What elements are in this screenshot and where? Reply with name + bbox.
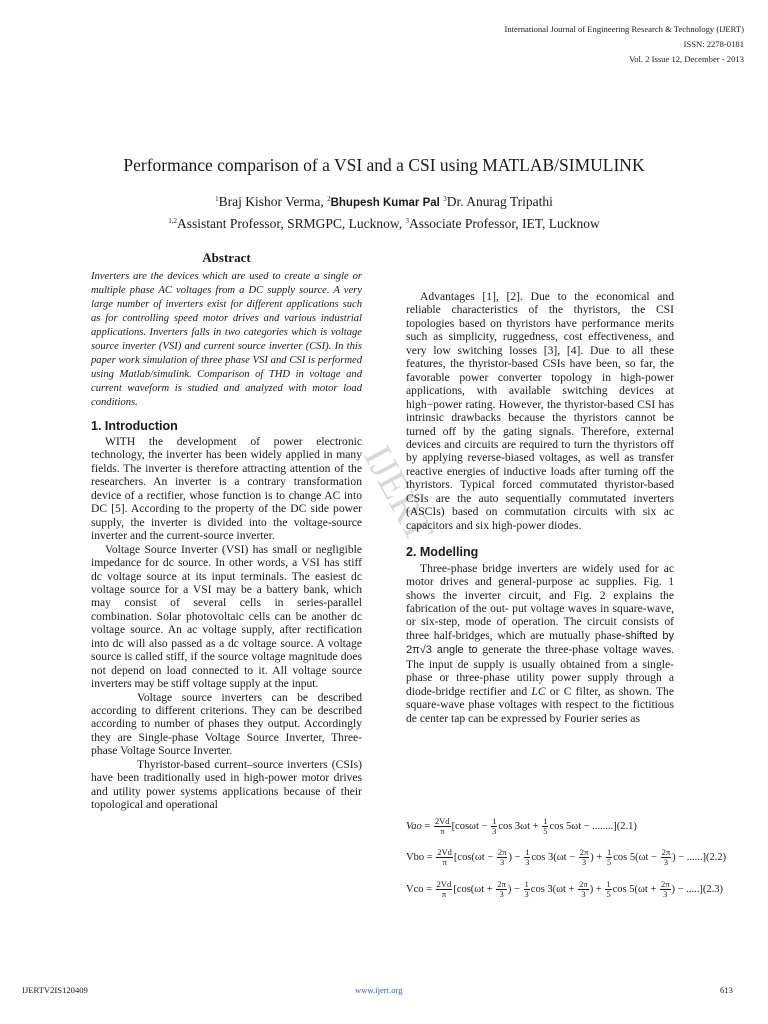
eq-numerator: 2π [579,847,589,857]
eq-term: cos 3(ωt − [531,851,576,863]
eq-denominator: 3 [525,857,530,867]
website-link[interactable]: www.ijert.org [355,985,403,995]
eq-fraction [496,880,507,899]
intro-paragraph: WITH the development of power electronic technology, the inverter has been widely applied in many fields. The inverter is therefore attracting attention of the researchers. An inverter is a contrary transformation device of a rectifier, whose function is to change AC into DC [5]. According to the property of the DC side power supply, the inverter is divided into the voltage-source inverter and the current-source inverter. [91,434,362,543]
eq-sign: = [426,883,433,895]
paper-id: IJERTV2IS120409 [22,985,88,995]
modelling-text: or C filter, as shown. The square-wave phase voltages with respect to the fictitious de center tap can be expressed by Fourier series as [406,684,674,725]
eq-lhs: Vao [406,820,422,832]
volume-issue: Vol. 2 Issue 12, December - 2013 [629,54,744,64]
affiliation-1: Assistant Professor, SRMGPC, Lucknow, [176,216,406,231]
eq-fraction [605,880,611,899]
right-column [406,290,674,725]
paper-title: Performance comparison of a VSI and a CSI using MATLAB/SIMULINK [123,155,645,175]
eq-term: ) + [590,851,603,863]
body-paragraph: Advantages [1], [2]. Due to the economical and reliable characteristics of the thyristors, the CSI topologies based on thyristors have performance merits such as simplicity, ruggedness, cost effectiveness, and very low switching losses [3], [4]. Due to all these features, the thyristor-based CSIs have been, so far, the favorable power converter topology in high-power applications, with available switching devices at high−power rating. However, the thyristor-based CSI has intrinsic drawbacks because the thyristors cannot be turned off by the gating signals. Therefore, external devices and circuits are required to turn the thyristors off by applying reverse-biased voltages, as well as transfer reactive energies of inductive loads after turning off the thyristors. Typical forced commutated thyristor-based CSIs are the auto sequentially commutated inverters (ASCIs) based on commutation circuits with six ac capacitors and six high-power diodes. [406,290,674,532]
eq-numerator: 2π [579,879,588,889]
intro-paragraph: Voltage source inverters can be described according to different criterions. They can be described according to number of phases they output. Accordingly they are Single-phase Voltage Source Inverter, Three-phase Voltage Source Inverter. [91,690,362,758]
left-column [91,251,362,812]
eq-sign: = [426,851,433,863]
journal-name: International Journal of Engineering Research & Technology (IJERT) [504,24,744,34]
eq-fraction [434,817,451,836]
author-3: Dr. Anurag Tripathi [446,194,553,209]
section-heading-introduction: 1. Introduction [91,418,178,433]
eq-denominator: 3 [492,826,497,836]
eq-denominator: π [441,889,447,899]
eq-fraction [497,848,508,867]
author-sup: 3 [443,195,447,203]
affiliations [0,212,768,233]
page-number: 613 [720,985,733,995]
abstract-heading: Abstract [202,250,251,265]
eq-numerator: 2π [661,847,671,857]
eq-denominator: 3 [663,889,668,899]
eq-numerator: 2π [497,879,506,889]
eq-term: cos 5(ωt + [612,883,657,895]
author-2: Bhupesh Kumar Pal [330,197,440,209]
eq-term: ) − [507,883,520,895]
eq-fraction [491,817,497,836]
eq-term: ) + [589,883,602,895]
section-heading-modelling: 2. Modelling [406,545,479,560]
intro-paragraph: Voltage Source Inverter (VSI) has small or negligible impedance for dc source. In other words, a VSI has stiff dc voltage source at its input terminals. The easiest dc voltage source for a VSI may be a battery bank, which may consist of several cells in series-parallel combination. Solar photovoltaic cells can be another dc voltage source. An ac voltage supply, after rectification into dc will also passed as a dc voltage source. A voltage source is called stiff, if the source voltage magnitude does not depend on load connected to it. All voltage source inverters may be stiff voltage supply at the input. [91,542,362,691]
journal-header [504,22,744,67]
modelling-text-inline: shifted by 2π√3 angle to [406,629,674,657]
eq-fraction [436,848,453,867]
eq-term: cos 5(ωt − [613,851,657,863]
modelling-text: Three-phase bridge inverters are widely used for ac motor drives and general-purpose ac supplies. Fig. 1 shows the inverter circuit, and Fig. 2 explains the fabrication of the out- put voltage waves in square-wave, or six-step, mode of operation. The circuit consists of three half-bridges, which are mutually phase- [406,561,674,642]
eq-denominator: 3 [524,889,529,899]
eq-fraction [524,848,530,867]
eq-numerator: 1 [492,816,497,826]
eq-term: [cos(ωt − [453,851,494,863]
eq-numerator: 2π [661,879,670,889]
eq-fraction [524,880,530,899]
issn: ISSN: 2278-0181 [683,39,744,49]
watermark: IJERT [355,437,443,550]
eq-term: ) − ......](2.2) [672,851,727,863]
eq-numerator: 2Vd [436,879,452,889]
affiliation-2: Associate Professor, IET, Lucknow [408,216,600,231]
eq-fraction [660,880,671,899]
author-sup: 1 [215,195,219,203]
eq-term: cos 5ωt − ........](2.1) [549,820,637,832]
eq-sign: = [424,820,431,832]
author-block [0,190,768,233]
eq-numerator: 2π [497,847,507,857]
equation-2-3 [406,880,723,899]
eq-term: [cos(ωt + [453,883,493,895]
eq-lhs: Vco [406,883,424,895]
aff-sup: 3 [405,217,409,225]
modelling-text: generate the three-phase voltage waves. The input de supply is usually obtained from a single-phase or three-phase utility power supply through a diode-bridge rectifier and [406,643,675,698]
eq-fraction [436,880,453,899]
intro-paragraph: Thyristor-based current–source inverters (CSIs) have been traditionally used in high-power motor drives and utility power systems applications because of their topological and operational [91,757,362,812]
eq-numerator: 1 [543,816,548,826]
eq-denominator: 5 [543,826,548,836]
eq-denominator: 3 [500,857,505,867]
eq-term: ) − [508,851,521,863]
equation-2-2 [406,848,726,867]
eq-denominator: 3 [581,857,587,867]
aff-sup: 1,2 [168,217,177,225]
eq-denominator: 3 [581,889,586,899]
eq-term: cos 3(ωt + [530,883,575,895]
eq-denominator: π [440,826,445,836]
eq-numerator: 2Vd [434,816,450,826]
eq-fraction [579,848,590,867]
eq-numerator: 1 [606,879,611,889]
eq-fraction [606,848,612,867]
eq-lhs: Vbo [406,851,425,863]
eq-numerator: 1 [525,847,530,857]
author-1: Braj Kishor Verma, [218,194,328,209]
eq-term: ) − .....](2.3) [671,883,723,895]
eq-numerator: 1 [524,879,529,889]
modelling-text-italic: LC [531,684,546,698]
eq-numerator: 1 [606,847,612,857]
eq-fraction [661,848,672,867]
author-sup: 2 [327,195,331,203]
eq-denominator: 5 [606,857,612,867]
eq-denominator: 3 [499,889,504,899]
eq-denominator: 5 [606,889,611,899]
eq-denominator: π [442,857,447,867]
eq-fraction [542,817,548,836]
modelling-paragraph [406,562,674,725]
eq-term: cos 3ωt + [498,820,539,832]
eq-denominator: 3 [663,857,668,867]
eq-fraction [578,880,589,899]
author-names [0,190,768,212]
equation-2-1 [406,817,637,836]
eq-term: [cosωt − [451,820,488,832]
abstract-text: Inverters are the devices which are used to create a single or multiple phase AC voltages from a DC supply source. A very large number of inverters exist for different applications such as for controlling speed motor drives and various industrial applications. Inverters falls in two categories which is voltage source inverter (VSI) and current source inverter (CSI). In this paper work simulation of three phase VSI and CSI is performed using Matlab/simulink. Comparison of THD in voltage and current waveform is studied and analyzed with motor load conditions. [91,271,362,408]
eq-numerator: 2Vd [437,847,452,857]
